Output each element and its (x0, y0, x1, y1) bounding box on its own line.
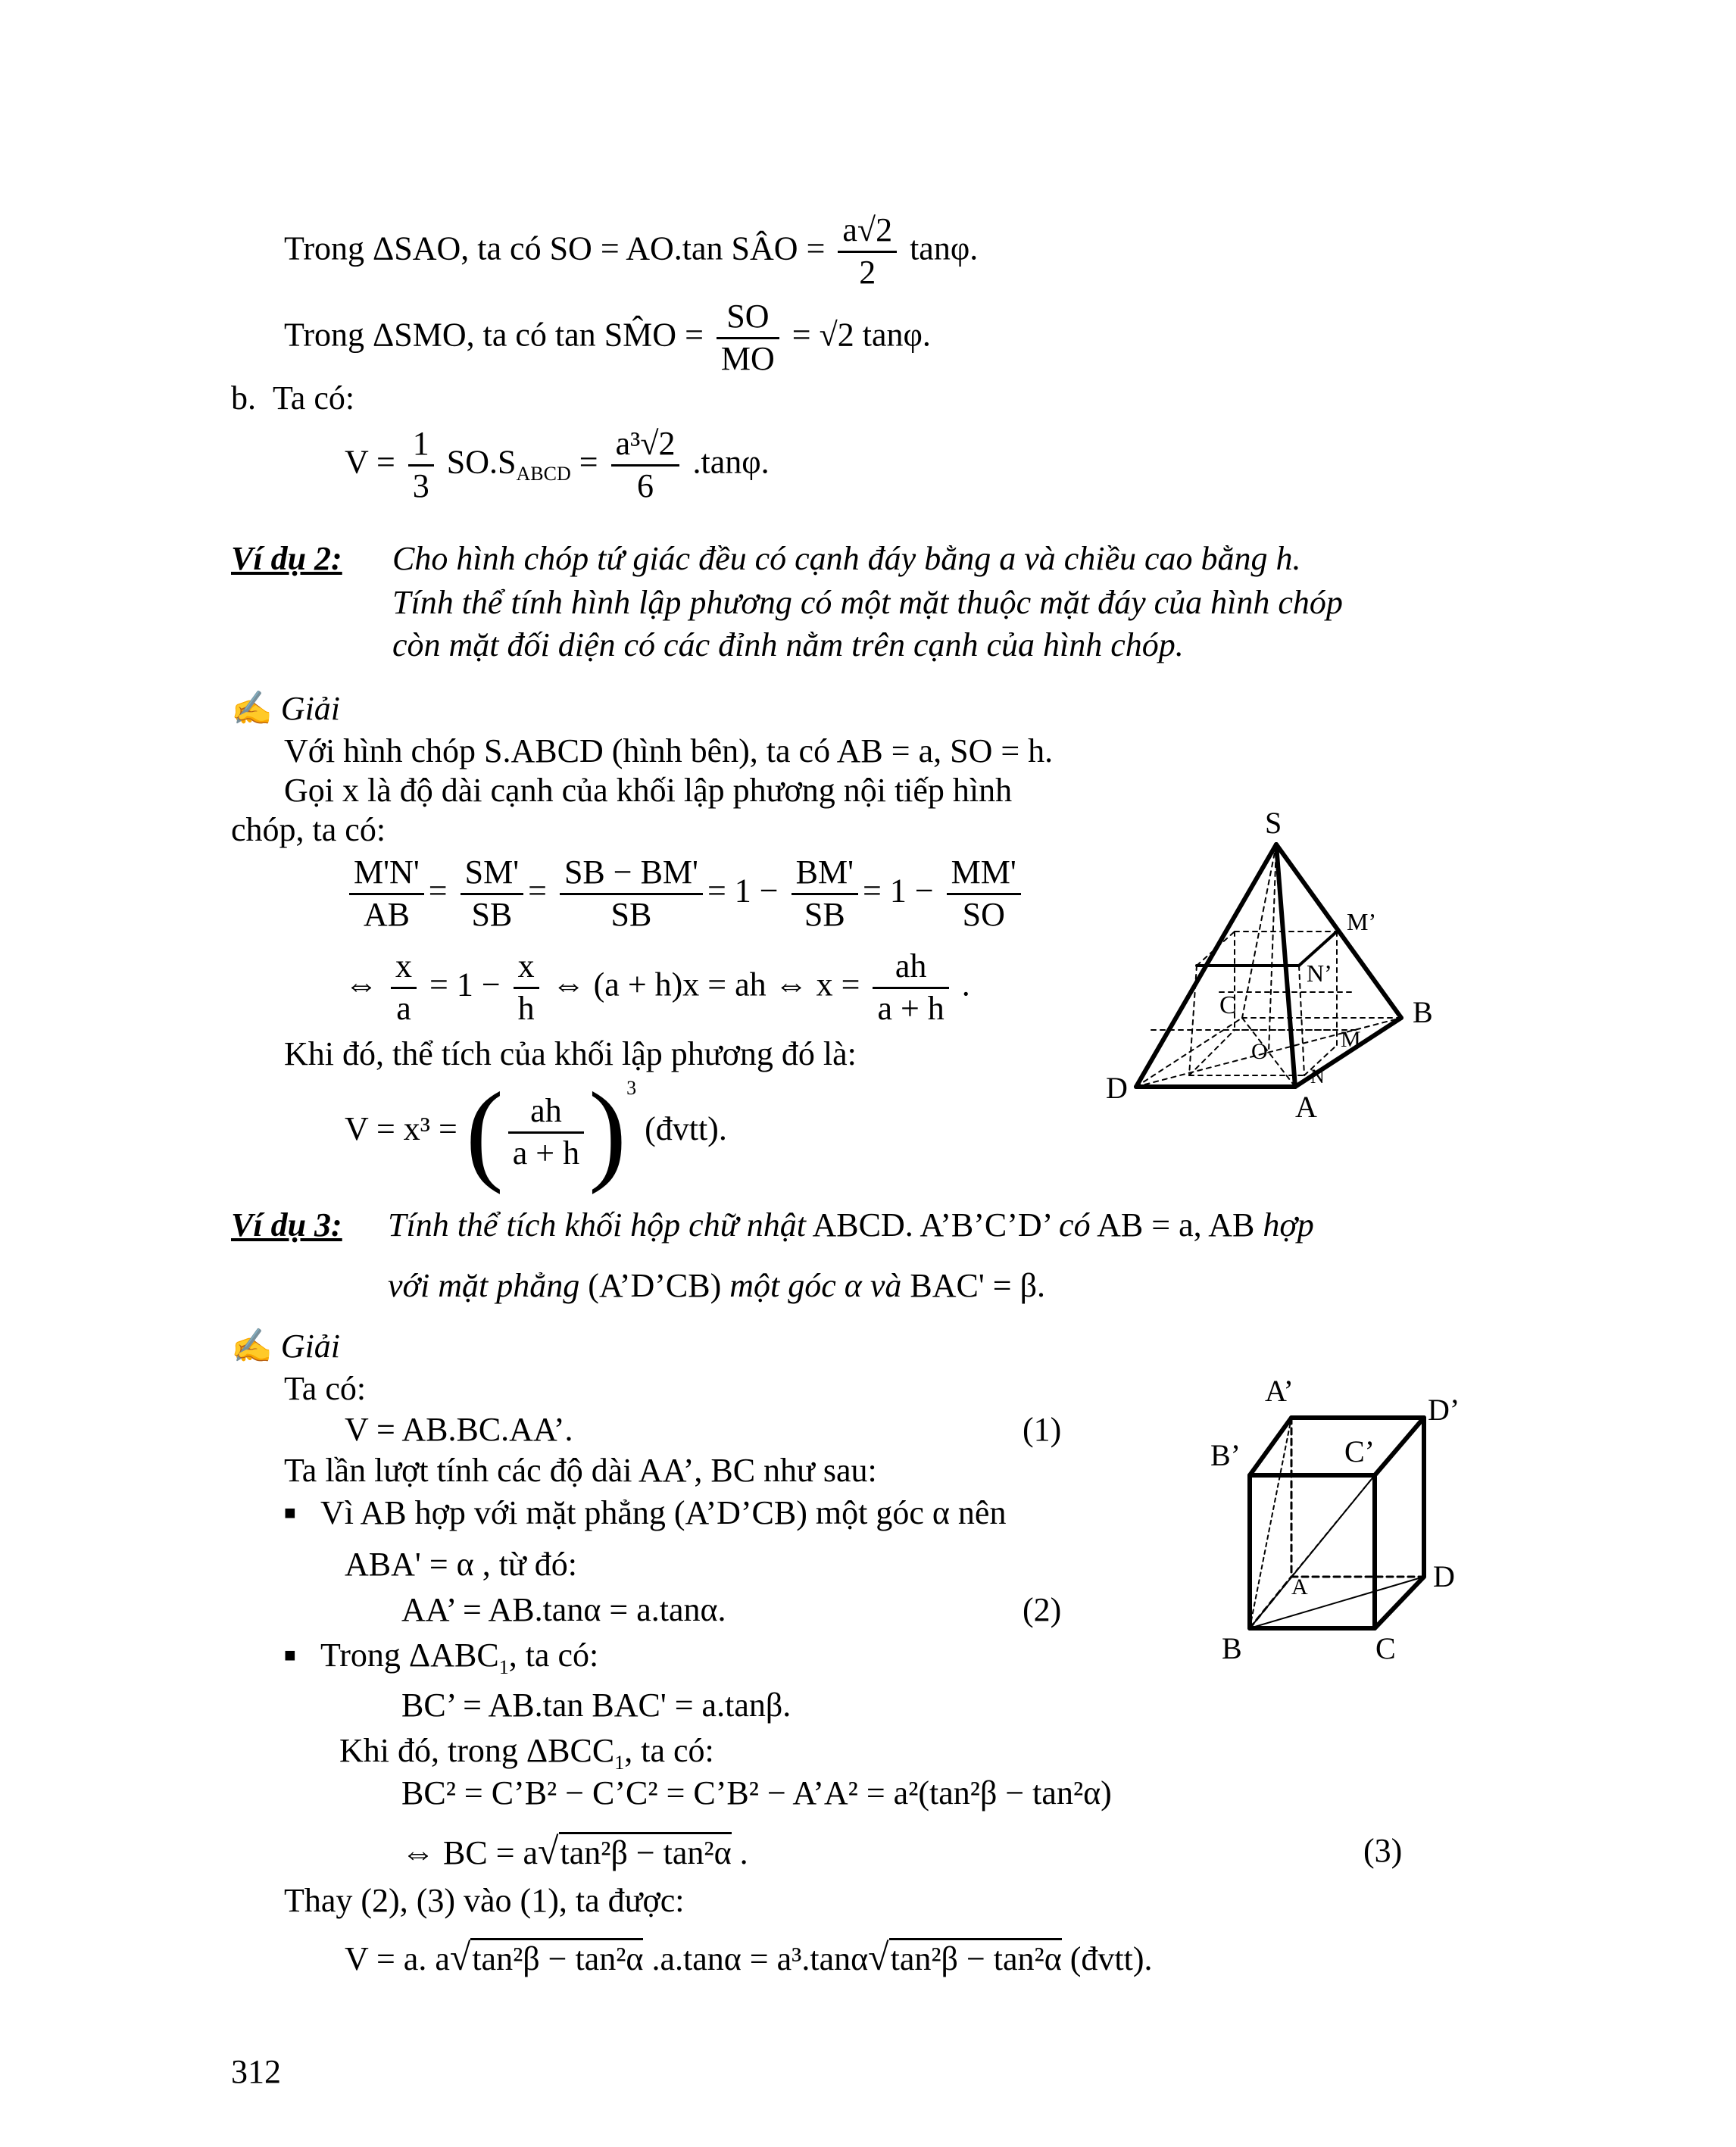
example2-problem-line1: Cho hình chóp tứ giác đều có cạnh đáy bằng a và chiều cao bằng h. (392, 540, 1301, 577)
part-b-heading: b. Ta có: (231, 379, 355, 417)
label-B-prime: B’ (1210, 1438, 1241, 1472)
example3-heading (231, 1206, 342, 1246)
example3-b1-line2: ABA' = α , từ đó: (345, 1546, 577, 1583)
example3-final-formula: V = a. a√tan²β − tan²α .a.tanα = a³.tanα√tan²β − tan²α (đvtt). (345, 1936, 1153, 1978)
label-D: D (1433, 1559, 1455, 1593)
bullet-icon: ■ (284, 1644, 296, 1666)
fraction: $\frac{ah}{a + h}$ (873, 947, 948, 1029)
label-O: O (1251, 1039, 1268, 1064)
writing-hand-icon: ✍ (231, 1328, 273, 1365)
example3-bullet2: ■ Trong $\Delta ABC_1$, ta có: (284, 1637, 599, 1678)
fraction: $\frac{a√2}{2}$ (838, 211, 897, 293)
example2-sol-line2: Gọi x là độ dài cạnh của khối lập phương nội tiếp hình (284, 772, 1013, 809)
example2-solve-equation: ⇔ $\frac{x}{a}$ = 1 − $\frac{x}{h}$ ⇔ (a + h)x = ah ⇔ x = $\frac{ah}{a + h}$ . (345, 947, 970, 1029)
label-S: S (1265, 806, 1282, 840)
label-D: D (1106, 1071, 1128, 1105)
fraction: $\frac{M'N'}{AB}$ (349, 853, 424, 935)
example3-bc-root: ⇔ BC = a√tan²β − tan²α . (401, 1830, 748, 1872)
fraction: $\frac{SM'}{SB}$ (461, 853, 524, 935)
label-C-prime: C’ (1344, 1434, 1375, 1468)
example3-b2-line2: BC’ = AB.tan BAC' = a.tanβ. (401, 1687, 792, 1724)
bullet-icon: ■ (284, 1502, 296, 1524)
label-A: A (1291, 1574, 1308, 1599)
fraction: $\frac{BM'}{SB}$ (792, 853, 858, 935)
label-B: B (1413, 995, 1433, 1029)
fraction: $\frac{\text{a³√2}}{6}$ (611, 424, 680, 507)
example3-problem-line2: với mặt phẳng (A’D’CB) một góc α và BAC' = β. (388, 1267, 1045, 1304)
label-N: N (1310, 1066, 1325, 1088)
page-number: 312 (231, 2053, 281, 2090)
example3-substitute: Thay (2), (3) vào (1), ta được: (284, 1882, 685, 1919)
fraction: $\frac{ah}{a + h}$ (508, 1091, 584, 1174)
example3-bc-squared: BC² = C’B² − C’C² = C’B² − A’A² = a²(tan²β − tan²α) (401, 1774, 1112, 1812)
example2-volume-intro: Khi đó, thể tích của khối lập phương đó là: (284, 1035, 857, 1072)
label-C: C (1375, 1631, 1396, 1665)
example2-label: Ví dụ 2: (231, 540, 342, 577)
example3-b2-line3: Khi đó, trong $\Delta BCC_1$, ta có: (339, 1732, 714, 1774)
label-A-prime: A’ (1265, 1374, 1294, 1408)
label-M: M (1341, 1027, 1361, 1052)
fraction: $\frac{SB - BM'}{SB}$ (560, 853, 703, 935)
example2-problem-line2: Tính thể tính hình lập phương có một mặt thuộc mặt đáy của hình chóp (392, 584, 1343, 621)
writing-hand-icon: ✍ (231, 690, 273, 727)
part-b-volume: V = $\frac{1}{3}$ $SO.S_{ABCD}$ = $\frac{\text{a³√2}}{6}$ .tanφ. (345, 424, 770, 507)
fraction: $\frac{MM'}{SO}$ (947, 853, 1021, 935)
example3-problem-line1: Tính thể tích khối hộp chữ nhật ABCD. A’B’C’D’ có AB = a, AB hợp (388, 1206, 1314, 1244)
fraction: $\frac{1}{3}$ (408, 424, 434, 507)
label-D-prime: D’ (1428, 1393, 1460, 1427)
example2-heading (231, 539, 342, 579)
box-figure (1197, 1363, 1485, 1674)
example3-s1: Ta có: (284, 1370, 367, 1407)
example3-bullet1: ■ Vì AB hợp với mặt phẳng (A’D’CB) một góc α nên (284, 1494, 1007, 1531)
example3-eq3-number: (3) (1363, 1832, 1403, 1869)
label-N-prime: N’ (1307, 960, 1332, 987)
fraction: $\frac{SO}{MO}$ (717, 297, 779, 379)
example2-problem-line3: còn mặt đối diện có các đỉnh nằm trên cạnh của hình chóp. (392, 626, 1184, 663)
label-B: B (1222, 1631, 1242, 1665)
example3-eq1-number: (1) (1023, 1411, 1062, 1448)
example2-sol-line1: Với hình chóp S.ABCD (hình bên), ta có AB = a, SO = h. (284, 732, 1054, 769)
example3-s2: V = AB.BC.AA’. (345, 1411, 573, 1448)
part-a-line1: Trong ΔSAO, ta có SO = AO.tan SÂO = $\frac{a√2}{2}$ tanφ. (284, 211, 978, 293)
example3-s3: Ta lần lượt tính các độ dài AA’, BC như sau: (284, 1452, 877, 1489)
pyramid-figure (1106, 803, 1454, 1128)
fraction: $\frac{x}{a}$ (391, 947, 417, 1029)
example3-solution-heading: ✍ Giải (231, 1328, 341, 1365)
label-C: C (1219, 991, 1237, 1019)
example3-b1-line3: AA’ = AB.tanα = a.tanα. (401, 1591, 726, 1628)
example3-label: Ví dụ 3: (231, 1206, 342, 1244)
example2-volume-formula: V = x³ = ( $\frac{ah}{a + h}$ )$^3$ (đvtt). (345, 1069, 727, 1195)
label-A: A (1295, 1090, 1317, 1124)
example2-ratio-equation: $\frac{M'N'}{AB}$ = $\frac{SM'}{SB}$ = $\frac{SB - BM'}{SB}$ = 1 − $\frac{BM'}{SB}$ = 1 − $\frac{MM'}{SO}$ (345, 853, 1026, 935)
label-M-prime: M’ (1347, 908, 1377, 935)
example2-sol-line3: chóp, ta có: (231, 811, 386, 848)
example2-solution-heading: ✍ Giải (231, 690, 341, 727)
example3-eq2-number: (2) (1023, 1591, 1062, 1628)
fraction: $\frac{x}{h}$ (514, 947, 539, 1029)
part-a-line2: Trong ΔSMO, ta có tan SM̂O = $\frac{SO}{MO}$ = √2 tanφ. (284, 297, 931, 379)
